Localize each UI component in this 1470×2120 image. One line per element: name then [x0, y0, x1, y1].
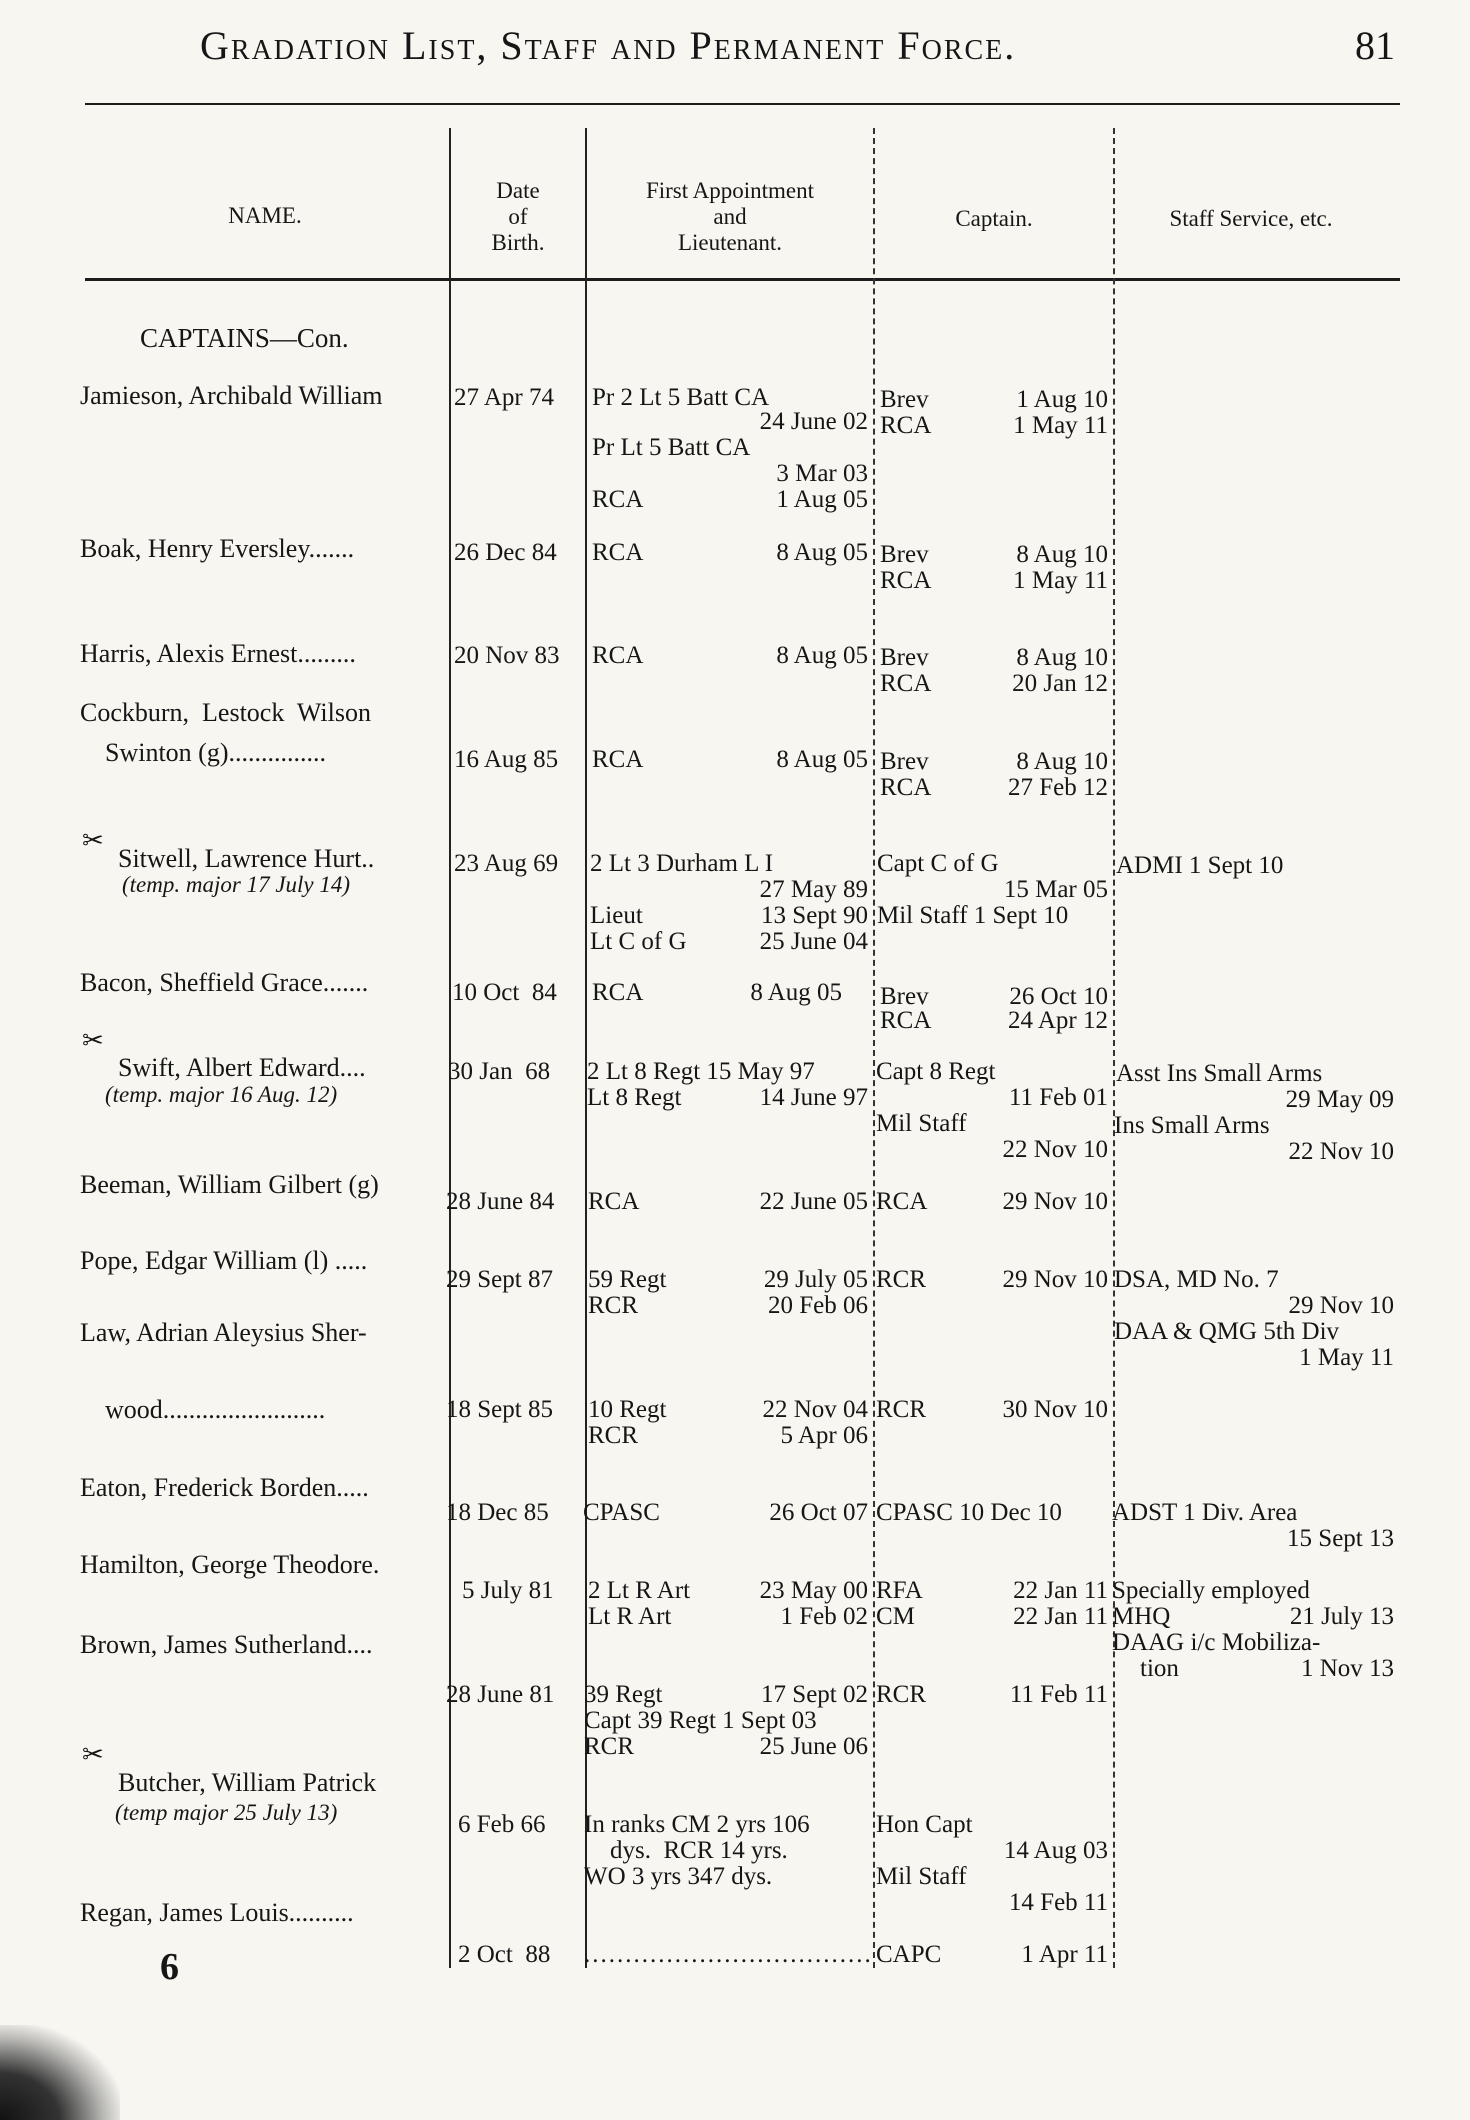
appt-line: RCA: [592, 539, 644, 566]
captain-date: 11 Feb 01: [1008, 1084, 1108, 1111]
appt-line: Pr 2 Lt 5 Batt CA: [592, 384, 770, 411]
appt-date: 8 Aug 05: [750, 979, 842, 1006]
captain-line: RCR: [876, 1396, 927, 1423]
entry-dob: 27 Apr 74: [454, 384, 554, 411]
entry-name: Hamilton, George Theodore.: [80, 1550, 380, 1579]
staff-line: MHQ: [1112, 1603, 1171, 1630]
appt-line: 2 Lt 8 Regt 15 May 97: [587, 1058, 815, 1085]
appt-date: 24 June 02: [759, 408, 868, 435]
staff-date: 1 Nov 13: [1300, 1655, 1394, 1682]
appt-line: In ranks CM 2 yrs 106: [584, 1811, 810, 1838]
appt-date: 25 June 06: [759, 1733, 868, 1760]
appt-line: WO 3 yrs 347 dys.: [584, 1863, 773, 1890]
column-header-dob-line1: Date: [496, 178, 540, 203]
appt-line: Lt 8 Regt: [587, 1084, 682, 1111]
signature-mark: 6: [160, 1946, 179, 1988]
entry-dob: 20 Nov 83: [454, 642, 560, 669]
appt-line: Pr Lt 5 Batt CA: [592, 434, 751, 461]
appt-date: 25 June 04: [759, 928, 868, 955]
captain-line: CAPC: [876, 1941, 942, 1968]
staff-line: ADST 1 Div. Area: [1112, 1499, 1298, 1526]
column-header-appt-line1: First Appointment: [645, 178, 815, 203]
page-number: 81: [1355, 23, 1395, 68]
entry-dob: 6 Feb 66: [458, 1811, 546, 1838]
column-header-appt-line3: Lieutenant.: [677, 230, 783, 255]
appt-line: RCA: [592, 642, 644, 669]
appt-date: 1 Feb 02: [780, 1603, 868, 1630]
column-header-dob: [452, 178, 584, 256]
captain-line: Mil Staff: [876, 1863, 967, 1890]
column-header-first-appointment: [588, 178, 872, 256]
captain-date: 1 Aug 10: [1016, 386, 1108, 413]
captain-date: 14 Feb 11: [1008, 1889, 1108, 1916]
entry-dob: 28 June 84: [446, 1188, 555, 1215]
entry-dob: 30 Jan 68: [448, 1058, 551, 1085]
entry-name-continued: Swinton (g)...............: [105, 738, 326, 767]
captain-line: Capt 8 Regt: [876, 1058, 996, 1085]
staff-line: Ins Small Arms: [1114, 1112, 1270, 1139]
staff-line: DAAG i/c Mobiliza-: [1112, 1629, 1321, 1656]
entry-name: Regan, James Louis..........: [80, 1898, 354, 1927]
captain-date: 20 Jan 12: [1012, 670, 1108, 697]
appt-date: 14 June 97: [759, 1084, 868, 1111]
captain-date: 27 Feb 12: [1008, 774, 1108, 801]
appt-line: 2 Lt 3 Durham L I: [590, 850, 774, 877]
entry-dob: 29 Sept 87: [446, 1266, 553, 1293]
captain-line: Brev: [880, 644, 929, 671]
captain-line: RCA: [880, 774, 932, 801]
captain-date: 14 Aug 03: [1003, 1837, 1108, 1864]
entry-name: Butcher, William Patrick: [118, 1768, 377, 1797]
appt-date: 17 Sept 02: [761, 1681, 868, 1708]
staff-date: 29 May 09: [1285, 1086, 1394, 1113]
captain-line: Hon Capt: [876, 1811, 973, 1838]
appt-date: 20 Feb 06: [768, 1292, 868, 1319]
entry-name: Cockburn, Lestock Wilson: [80, 698, 371, 727]
captain-line: RCA: [876, 1188, 928, 1215]
appt-date: 23 May 00: [759, 1577, 868, 1604]
entry-name: Boak, Henry Eversley.......: [80, 534, 355, 563]
appt-line: CPASC: [583, 1499, 660, 1526]
entry-name: Jamieson, Archibald William: [80, 381, 383, 410]
entry-name: Bacon, Sheffield Grace.......: [80, 968, 369, 997]
appt-line: 59 Regt: [588, 1266, 667, 1293]
entry-name: Swift, Albert Edward....: [118, 1053, 366, 1082]
appt-date: 8 Aug 05: [776, 746, 868, 773]
captain-date: 29 Nov 10: [1002, 1188, 1108, 1215]
appt-date: 26 Oct 07: [769, 1499, 868, 1526]
appt-date: 22 Nov 04: [762, 1396, 868, 1423]
appt-line: 39 Regt: [584, 1681, 663, 1708]
appt-line: RCA: [592, 746, 644, 773]
entry-dob: 23 Aug 69: [454, 850, 559, 877]
staff-date: 15 Sept 13: [1287, 1525, 1394, 1552]
captain-date: 8 Aug 10: [1016, 748, 1108, 775]
captain-line: Brev: [880, 541, 929, 568]
appt-date: 29 July 05: [763, 1266, 868, 1293]
entry-dob: 28 June 81: [446, 1681, 555, 1708]
appt-line: RCA: [592, 979, 644, 1006]
appt-line: Capt 39 Regt 1 Sept 03: [584, 1707, 817, 1734]
column-header-captain: Captain.: [955, 206, 1033, 231]
appt-date: 3 Mar 03: [776, 460, 868, 487]
column-head-rule: [85, 278, 1400, 281]
captain-date: 1 May 11: [1013, 412, 1108, 439]
entry-note: (temp. major 17 July 14): [122, 872, 351, 897]
entry-name: Sitwell, Lawrence Hurt..: [118, 844, 375, 873]
appt-line: RCR: [588, 1292, 639, 1319]
captain-line: Mil Staff 1 Sept 10: [877, 902, 1069, 929]
entry-dob: 10 Oct 84: [452, 979, 557, 1006]
header-rule: [85, 103, 1400, 105]
captain-line: RCA: [880, 567, 932, 594]
column-header-dob-line2: of: [508, 204, 528, 229]
appt-line: Lt C of G: [590, 928, 687, 955]
entry-name: Beeman, William Gilbert (g): [80, 1170, 379, 1199]
captain-date: 22 Jan 11: [1013, 1603, 1108, 1630]
entry-dob: 18 Dec 85: [446, 1499, 549, 1526]
staff-line: DSA, MD No. 7: [1114, 1266, 1279, 1293]
captain-date: 26 Oct 10: [1009, 983, 1108, 1010]
staff-date: 22 Nov 10: [1288, 1138, 1394, 1165]
column-header-staff: Staff Service, etc.: [1169, 206, 1333, 231]
appt-line: Lt R Art: [588, 1603, 672, 1630]
appt-line: RCR: [588, 1422, 639, 1449]
staff-line: Asst Ins Small Arms: [1116, 1060, 1323, 1087]
scissors-icon: ✂: [82, 826, 104, 855]
scissors-icon: ✂: [82, 1740, 104, 1769]
captain-line: RCA: [880, 412, 932, 439]
captain-line: Brev: [880, 748, 929, 775]
captain-line: CPASC 10 Dec 10: [876, 1499, 1062, 1526]
entry-name: Pope, Edgar William (l) .....: [80, 1246, 368, 1275]
appt-date: 27 May 89: [759, 876, 868, 903]
appt-line: 2 Lt R Art: [588, 1577, 691, 1604]
captain-line: RFA: [876, 1577, 923, 1604]
captain-date: 29 Nov 10: [1002, 1266, 1108, 1293]
captain-line: RCR: [876, 1681, 927, 1708]
entry-dob: 16 Aug 85: [454, 746, 559, 773]
captain-date: 22 Nov 10: [1002, 1136, 1108, 1163]
captain-line: RCA: [880, 670, 932, 697]
page-header-title: Gradation List, Staff and Permanent Force.: [200, 23, 1017, 68]
staff-date: 21 July 13: [1289, 1603, 1394, 1630]
staff-date: 1 May 11: [1299, 1344, 1394, 1371]
entry-name-continued: wood.........................: [105, 1395, 326, 1424]
appt-line: 10 Regt: [588, 1396, 667, 1423]
appt-line: RCA: [592, 486, 644, 513]
appt-date: 22 June 05: [759, 1188, 868, 1215]
captain-line: Brev: [880, 386, 929, 413]
entry-dob: 18 Sept 85: [446, 1396, 553, 1423]
entry-name: Eaton, Frederick Borden.....: [80, 1473, 369, 1502]
entry-note: (temp. major 16 Aug. 12): [105, 1082, 338, 1107]
appt-line: Lieut: [590, 902, 643, 929]
scan-smudge: [0, 2025, 120, 2120]
entry-dob: 5 July 81: [462, 1577, 554, 1604]
appt-date: 1 Aug 05: [776, 486, 868, 513]
captain-date: 8 Aug 10: [1016, 541, 1108, 568]
captain-date: 1 Apr 11: [1021, 1941, 1108, 1968]
staff-date: 29 Nov 10: [1288, 1292, 1394, 1319]
staff-line: tion: [1140, 1655, 1179, 1682]
entry-name: Harris, Alexis Ernest.........: [80, 639, 356, 668]
column-divider-appt: [873, 128, 875, 1968]
captain-date: 8 Aug 10: [1016, 644, 1108, 671]
appt-date: 8 Aug 05: [776, 539, 868, 566]
appt-line: RCA: [588, 1188, 640, 1215]
scissors-icon: ✂: [82, 1026, 104, 1055]
captain-line: RCA: [880, 1007, 932, 1034]
appt-date: 8 Aug 05: [776, 642, 868, 669]
entry-name: Brown, James Sutherland....: [80, 1630, 373, 1659]
entry-note: (temp major 25 July 13): [115, 1800, 338, 1825]
captain-line: Mil Staff: [876, 1110, 967, 1137]
appt-date: 5 Apr 06: [780, 1422, 868, 1449]
captain-line: Brev: [880, 983, 929, 1010]
captain-date: 24 Apr 12: [1008, 1007, 1108, 1034]
entry-name: Law, Adrian Aleysius Sher-: [80, 1318, 367, 1347]
column-header-name: NAME.: [228, 203, 302, 228]
captain-date: 1 May 11: [1013, 567, 1108, 594]
appt-date: 13 Sept 90: [761, 902, 868, 929]
appt-line: RCR: [584, 1733, 635, 1760]
captain-date: 22 Jan 11: [1013, 1577, 1108, 1604]
captain-date: 30 Nov 10: [1002, 1396, 1108, 1423]
staff-line: Specially employed: [1112, 1577, 1310, 1604]
captain-line: Capt C of G: [877, 850, 999, 877]
column-header-appt-line2: and: [713, 204, 747, 229]
captain-line: RCR: [876, 1266, 927, 1293]
captain-date: 15 Mar 05: [1003, 876, 1108, 903]
column-header-dob-line3: Birth.: [491, 230, 545, 255]
section-title: CAPTAINS—Con.: [140, 323, 349, 353]
column-divider-captain: [1113, 128, 1115, 1968]
entry-dob: 26 Dec 84: [454, 539, 557, 566]
captain-line: CM: [876, 1603, 915, 1630]
staff-line: ADMI 1 Sept 10: [1116, 852, 1284, 879]
appt-line: dys. RCR 14 yrs.: [610, 1837, 788, 1864]
captain-date: 11 Feb 11: [1009, 1681, 1108, 1708]
staff-line: DAA & QMG 5th Div: [1114, 1318, 1340, 1345]
entry-dob: 2 Oct 88: [458, 1941, 551, 1968]
appt-dotted-leader: ...................................: [584, 1941, 873, 1968]
